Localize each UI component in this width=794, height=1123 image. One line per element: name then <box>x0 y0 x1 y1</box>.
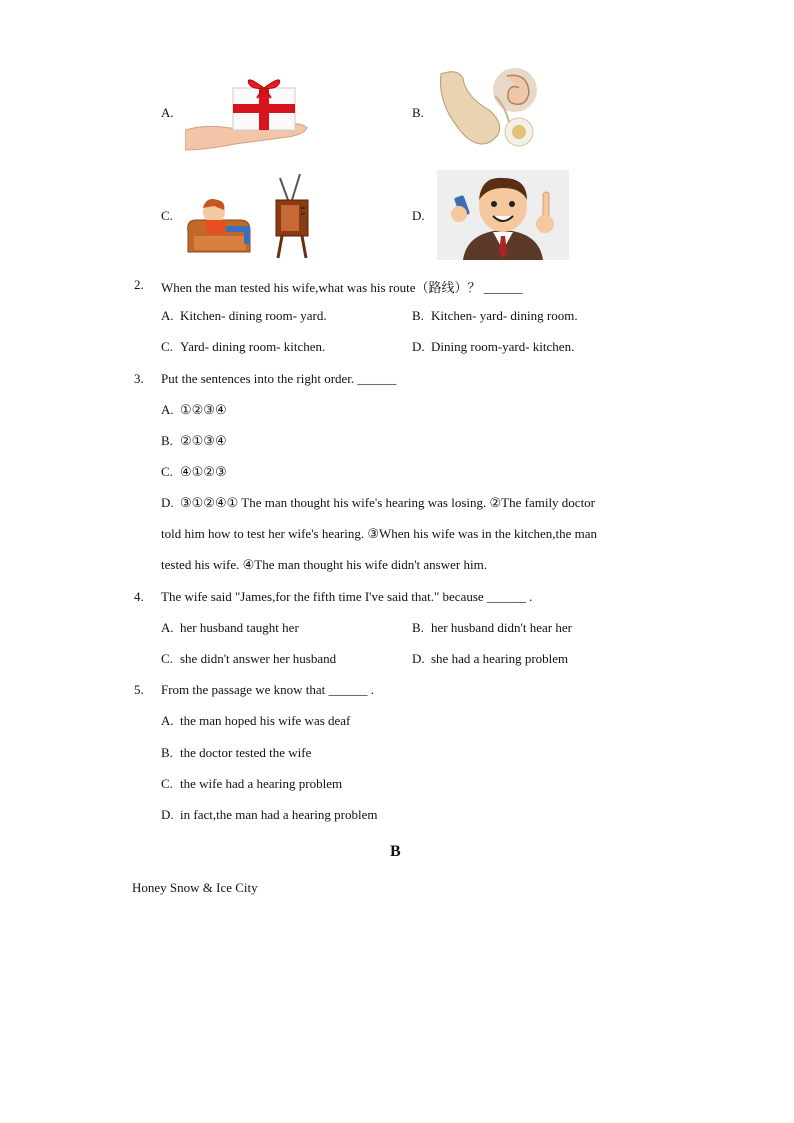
option-letter-c: C. <box>161 208 173 223</box>
question-number: 3. <box>134 371 144 386</box>
option-letter: D. <box>161 495 174 510</box>
option-text: the doctor tested the wife <box>180 745 312 760</box>
option-text-continuation: told him how to test her wife's hearing. ③When his wife was in the kitchen,the man <box>161 526 598 541</box>
man-on-phone-icon <box>437 170 569 260</box>
section-heading: B <box>390 843 401 860</box>
option-letter: B. <box>412 620 424 635</box>
option-letter: C. <box>161 651 173 666</box>
person-watching-tv-icon <box>184 172 314 260</box>
option-text: ①②③④ <box>180 402 227 417</box>
option-text: she didn't answer her husband <box>180 651 337 666</box>
question-number: 2. <box>134 277 144 292</box>
option-letter-b: B. <box>412 105 424 120</box>
hearing-aid-icon <box>435 66 543 154</box>
option-letter: B. <box>412 308 424 323</box>
option-text: she had a hearing problem <box>431 651 569 666</box>
option-text: Yard- dining room- kitchen. <box>180 339 326 354</box>
gift-in-hand-icon <box>185 72 310 152</box>
option-text: Kitchen- dining room- yard. <box>180 308 327 323</box>
question-number: 5. <box>134 682 144 697</box>
option-letter: A. <box>161 402 174 417</box>
option-text-continuation: tested his wife. ④The man thought his wife didn't answer him. <box>161 557 487 572</box>
option-text: in fact,the man had a hearing problem <box>180 807 378 822</box>
option-letter: C. <box>161 464 173 479</box>
question-text: When the man tested his wife,what was his route（路线）？ ______ <box>161 280 523 295</box>
option-letter: B. <box>161 433 173 448</box>
option-letter-a: A. <box>161 105 174 120</box>
option-letter: A. <box>161 308 174 323</box>
option-letter: B. <box>161 745 173 760</box>
option-letter-d: D. <box>412 208 425 223</box>
option-text: her husband didn't hear her <box>431 620 572 635</box>
option-letter: C. <box>161 776 173 791</box>
option-text: ②①③④ <box>180 433 227 448</box>
option-text: ③①②④① The man thought his wife's hearing was losing. ②The family doctor <box>180 495 596 510</box>
passage-title: Honey Snow & Ice City <box>132 880 258 895</box>
option-text: the man hoped his wife was deaf <box>180 713 351 728</box>
option-text: Dining room-yard- kitchen. <box>431 339 575 354</box>
option-letter: A. <box>161 620 174 635</box>
option-letter: D. <box>412 651 425 666</box>
option-text: her husband taught her <box>180 620 299 635</box>
option-letter: C. <box>161 339 173 354</box>
question-text: From the passage we know that ______ . <box>161 682 375 697</box>
option-text: ④①②③ <box>180 464 227 479</box>
option-text: the wife had a hearing problem <box>180 776 343 791</box>
option-letter: D. <box>412 339 425 354</box>
option-text: Kitchen- yard- dining room. <box>431 308 578 323</box>
question-text: The wife said "James,for the fifth time I've said that." because ______ . <box>161 589 533 604</box>
question-text: Put the sentences into the right order. ______ <box>161 371 397 386</box>
option-letter: D. <box>161 807 174 822</box>
option-letter: A. <box>161 713 174 728</box>
question-number: 4. <box>134 589 144 604</box>
